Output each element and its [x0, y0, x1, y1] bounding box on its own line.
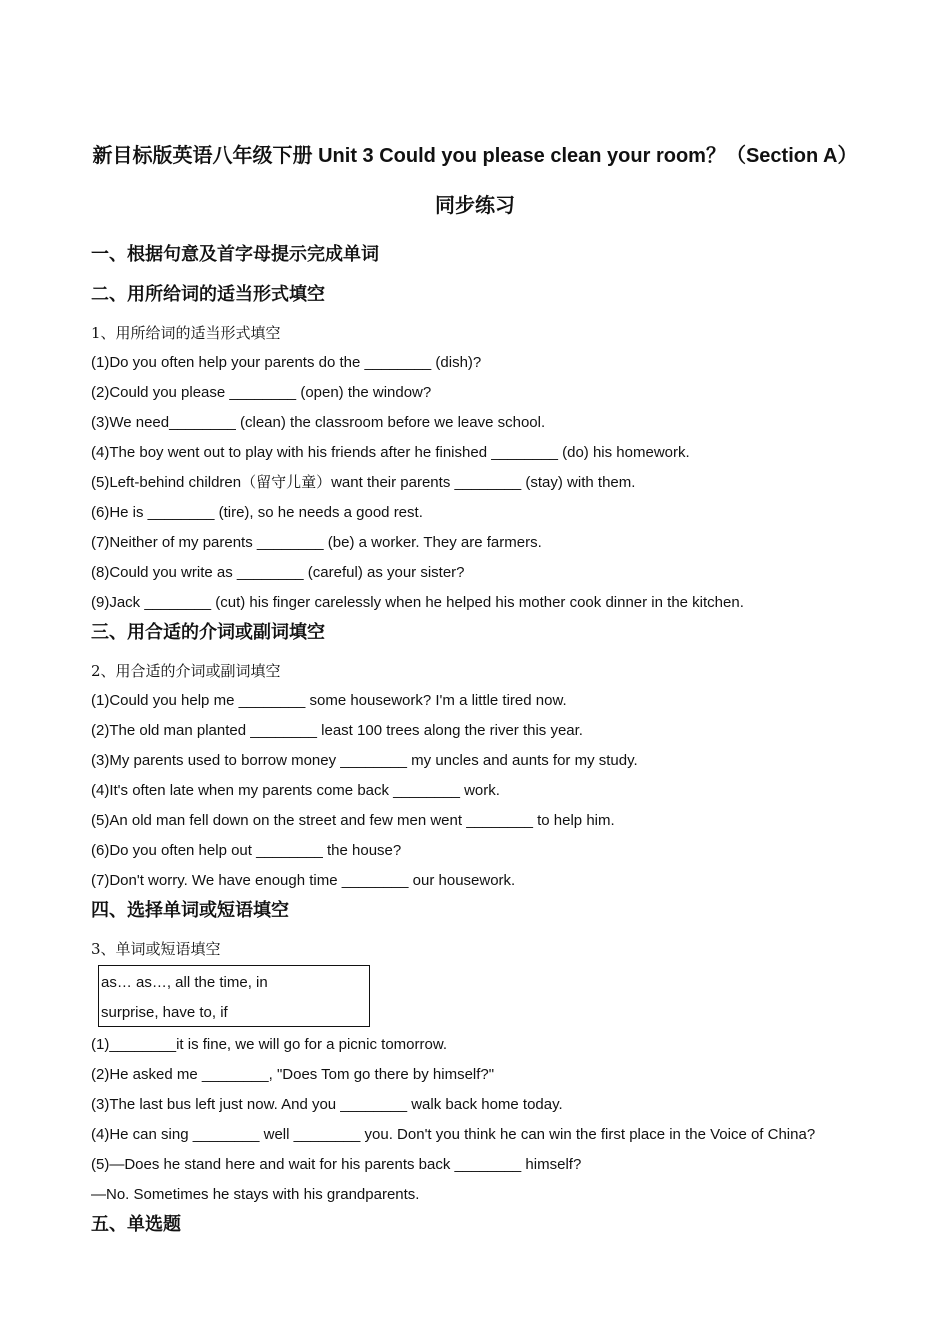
exercise-line: (3)The last bus left just now. And you ________ walk back home today.	[91, 1096, 563, 1113]
question-group-1-title: 1、用所给词的适当形式填空	[91, 324, 281, 342]
section-heading-1: 一、根据句意及首字母提示完成单词	[91, 244, 379, 264]
exercise-line: (3)My parents used to borrow money ________ my uncles and aunts for my study.	[91, 752, 638, 769]
question-group-2-title: 2、用合适的介词或副词填空	[91, 662, 281, 680]
exercise-line: (5)An old man fell down on the street and few men went ________ to help him.	[91, 812, 615, 829]
exercise-line: (6)Do you often help out ________ the house?	[91, 842, 402, 859]
exercise-line: (8)Could you write as ________ (careful) as your sister?	[91, 564, 465, 581]
document-subtitle: 同步练习	[435, 195, 515, 217]
exercise-line: (4)It's often late when my parents come back ________ work.	[91, 782, 500, 799]
section-heading-5: 五、单选题	[91, 1214, 181, 1234]
exercise-line: (5)—Does he stand here and wait for his parents back ________ himself?	[91, 1156, 582, 1173]
word-bank-line: surprise, have to, if	[101, 1004, 228, 1021]
exercise-line: (1)Do you often help your parents do the ________ (dish)?	[91, 354, 482, 371]
exercise-line: (1)________it is fine, we will go for a picnic tomorrow.	[91, 1036, 448, 1053]
exercise-line: —No. Sometimes he stays with his grandparents.	[91, 1186, 420, 1203]
section-heading-4: 四、选择单词或短语填空	[91, 900, 289, 920]
exercise-line: (2)The old man planted ________ least 100 trees along the river this year.	[91, 722, 583, 739]
section-heading-3: 三、用合适的介词或副词填空	[91, 622, 325, 642]
exercise-line: (4)He can sing ________ well ________ you. Don't you think he can win the first place in the Voice of China?	[91, 1126, 816, 1143]
exercise-line: (2)Could you please ________ (open) the window?	[91, 384, 432, 401]
question-group-3-title: 3、单词或短语填空	[91, 940, 221, 958]
document-title: 新目标版英语八年级下册 Unit 3 Could you please clean your room？（Section A）	[92, 145, 858, 167]
section-heading-2: 二、用所给词的适当形式填空	[91, 284, 325, 304]
exercise-line: (9)Jack ________ (cut) his finger carelessly when he helped his mother cook dinner in the kitchen.	[91, 594, 744, 611]
exercise-line: (3)We need________ (clean) the classroom before we leave school.	[91, 414, 546, 431]
exercise-line: (2)He asked me ________, "Does Tom go there by himself?"	[91, 1066, 495, 1083]
exercise-line: (4)The boy went out to play with his friends after he finished ________ (do) his homework.	[91, 444, 690, 461]
word-bank-box	[98, 965, 370, 1027]
exercise-line: (5)Left-behind children（留守儿童）want their parents ________ (stay) with them.	[91, 474, 636, 491]
exercise-line: (7)Neither of my parents ________ (be) a worker. They are farmers.	[91, 534, 542, 551]
exercise-line: (7)Don't worry. We have enough time ________ our housework.	[91, 872, 516, 889]
exercise-line: (1)Could you help me ________ some housework? I'm a little tired now.	[91, 692, 567, 709]
exercise-line: (6)He is ________ (tire), so he needs a good rest.	[91, 504, 423, 521]
word-bank-line: as… as…, all the time, in	[101, 974, 268, 991]
